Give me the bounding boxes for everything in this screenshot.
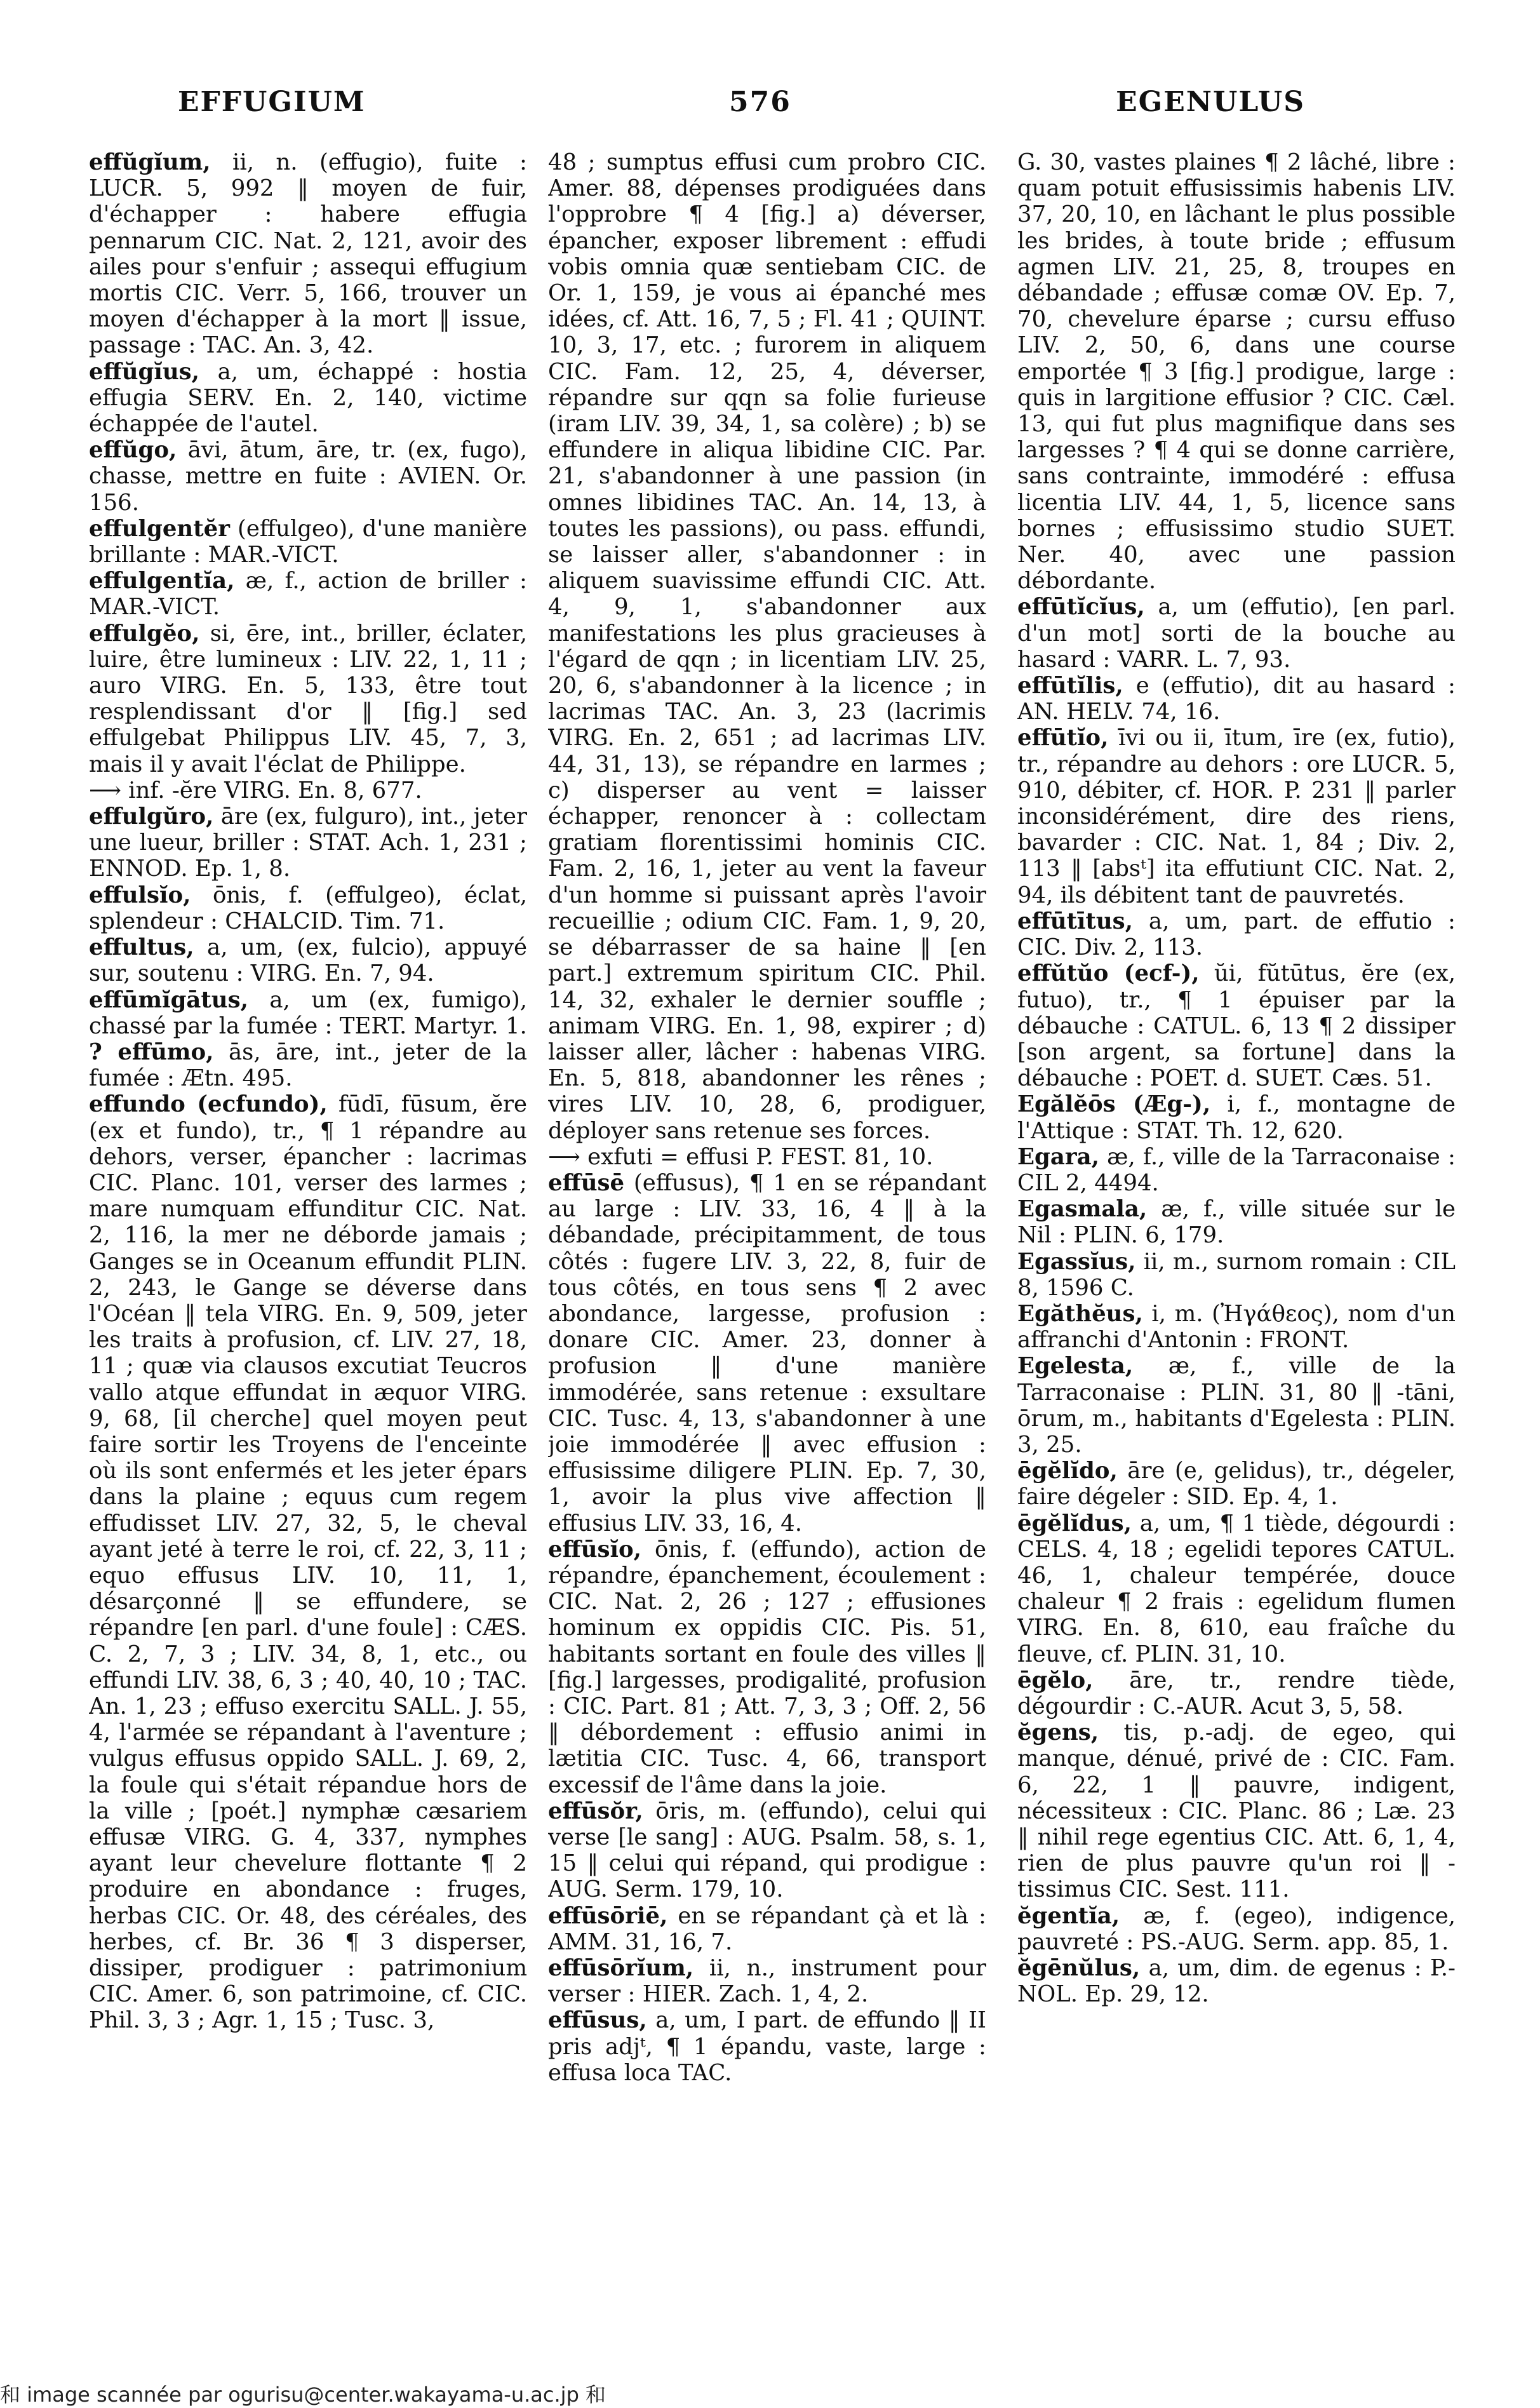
column-2: [548, 149, 986, 2309]
dictionary-entry: [89, 1039, 527, 1091]
entry-definition: æ, f., action de briller : MAR.-VICT.: [89, 568, 527, 621]
entry-definition: a, um, dim. de egenus : P.-NOL. Ep. 29, 12.: [1017, 1955, 1456, 2008]
entry-headword: ĕgens,: [1017, 1719, 1099, 1746]
entry-definition: ⟶ exfuti = effusi P. FEST. 81, 10.: [548, 1143, 934, 1170]
dictionary-entry: [1017, 960, 1456, 1091]
dictionary-entry: [1017, 1458, 1456, 1510]
entry-headword: effulgentĭa,: [89, 568, 235, 595]
dictionary-entry: [1017, 725, 1456, 908]
entry-definition: āvi, ātum, āre, tr. (ex, fugo), chasse, mettre en fuite : AVIEN. Or. 156.: [89, 437, 527, 516]
entry-headword: effulgŭro,: [89, 804, 214, 830]
entry-headword: effūsŏr,: [548, 1798, 643, 1824]
entry-headword: effūtĭcĭus,: [1017, 594, 1145, 621]
entry-headword: ēgĕlĭdus,: [1017, 1510, 1132, 1537]
entry-definition: āre (ex, fulguro), int., jeter une lueur, briller : STAT. Ach. 1, 231 ; ENNOD. Ep. 1, 8.: [89, 804, 527, 882]
entry-headword: ĕgentĭa,: [1017, 1902, 1120, 1929]
entry-definition: a, um, (ex, fulcio), appuyé sur, soutenu : VIRG. En. 7, 94.: [89, 934, 527, 987]
entry-headword: Egelesta,: [1017, 1353, 1134, 1380]
dictionary-entry: [89, 934, 527, 986]
dictionary-entry: [89, 568, 527, 620]
column-3: [1017, 149, 1456, 2309]
entry-definition: e (effutio), dit au hasard : AN. HELV. 74, 16.: [1017, 673, 1456, 725]
entry-definition: a, um, échappé : hostia effugia SERV. En. 2, 140, victime échappée de l'autel.: [89, 358, 527, 438]
dictionary-entry: [89, 437, 527, 516]
page-number: 576: [729, 86, 791, 118]
entry-definition: ⟶ inf. -ĕre VIRG. En. 8, 677.: [89, 777, 422, 804]
dictionary-entry: [1017, 594, 1456, 673]
dictionary-entry: [89, 1091, 527, 2033]
entry-headword: effulgentĕr: [89, 515, 230, 542]
dictionary-entry: [1017, 1667, 1456, 1719]
entry-headword: effūsōriē,: [548, 1902, 668, 1929]
entry-definition: i, f., montagne de l'Attique : STAT. Th. 12, 620.: [1017, 1091, 1456, 1144]
entry-headword: effŭgĭus,: [89, 358, 199, 385]
dictionary-entry: [89, 516, 527, 568]
entry-definition: si, ēre, int., briller, éclater, luire, être lumineux : LIV. 22, 1, 11 ; auro VIRG. En. 5, 133, être tout resplendissant d'or ‖ [fig.] sed effulgebat Philippus LIV. 45, 7, 3, mais il y avait l'éclat de Philippe.: [89, 620, 527, 777]
entry-definition: fūdī, fūsum, ĕre (ex et fundo), tr., ¶ 1 répandre au dehors, verser, épancher : lacrimas CIC. Planc. 101, verser des larmes ; mare numquam effunditur CIC. Nat. 2, 116, la mer ne déborde jamais ; Ganges se in Oceanum effundit PLIN. 2, 243, le Gange se déverse dans l'Océan ‖ tela VIRG. En. 9, 509, jeter les traits à profusion, cf. LIV. 27, 18, 11 ; quæ via clausos excutiat Teucros vallo atque effundat in æquor VIRG. 9, 68, [il cherche] quel moyen peut faire sortir les Troyens de l'enceinte où ils sont enfermés et les jeter épars dans la plaine ; equus cum regem effudisset LIV. 27, 32, 5, le cheval ayant jeté à terre le roi, cf. 22, 3, 11 ; equo effusus LIV. 10, 11, 1, désarçonné ‖ se effundere, se répandre [en parl. d'une foule] : CÆS. C. 2, 7, 3 ; LIV. 34, 8, 1, etc., ou effundi LIV. 38, 6, 3 ; 40, 40, 10 ; TAC. An. 1, 23 ; effuso exercitu SALL. J. 55, 4, l'armée se répandant à l'aventure ; vulgus effusus oppido SALL. J. 69, 2, la foule qui s'était répandue hors de la ville ; [poét.] nymphæ cæsariem effusæ VIRG. G. 4, 337, nymphes ayant leur chevelure flottante ¶ 2 produire en abondance : fruges, herbas CIC. Or. 48, des céréales, des herbes, cf. Br. 36 ¶ 3 disperser, dissiper, prodiguer : patrimonium CIC. Amer. 6, son patrimoine, cf. CIC. Phil. 3, 3 ; Agr. 1, 15 ; Tusc. 3,: [89, 1091, 527, 2034]
entry-definition: i, m. (Ἠγάθεος), nom d'un affranchi d'Antonin : FRONT.: [1017, 1300, 1456, 1354]
running-head-left: EFFUGIUM: [178, 86, 366, 118]
dictionary-entry: [1017, 673, 1456, 725]
entry-definition: ŭi, fŭtūtus, ĕre (ex, futuo), tr., ¶ 1 épuiser par la débauche : CATUL. 6, 13 ¶ 2 dissiper [son argent, sa fortune] dans la débauche : POET. d. SUET. Cæs. 51.: [1017, 960, 1456, 1092]
entry-definition: a, um, part. de effutio : CIC. Div. 2, 113.: [1017, 908, 1456, 961]
entry-headword: effūsē: [548, 1169, 625, 1196]
entry-definition: a, um (ex, fumigo), chassé par la fumée : TERT. Martyr. 1.: [89, 986, 527, 1039]
entry-definition: a, um (effutio), [en parl. d'un mot] sorti de la bouche au hasard : VARR. L. 7, 93.: [1017, 594, 1456, 673]
entry-definition: ii, n. (effugio), fuite : LUCR. 5, 992 ‖ moyen de fuir, d'échapper : habere effugia pennarum CIC. Nat. 2, 121, avoir des ailes pour s'enfuir ; assequi effugium mortis CIC. Verr. 5, 166, trouver un moyen d'échapper à la mort ‖ issue, passage : TAC. An. 3, 42.: [89, 149, 527, 359]
entry-headword: effŭtŭo (ecf-),: [1017, 960, 1200, 987]
entry-definition: (effulgeo), d'une manière brillante : MAR.-VICT.: [89, 515, 527, 568]
column-1: [89, 149, 527, 2309]
entry-headword: effūtĭlis,: [1017, 673, 1123, 699]
dictionary-entry: [548, 1903, 986, 1955]
entry-definition: ōnis, f. (effundo), action de répandre, épanchement, écoulement : CIC. Nat. 2, 26 ; 127 ; effusiones hominum ex oppidis CIC. Pis. 51, habitants sortant en foule des villes ‖ [fig.] largesses, prodigalité, profusion : CIC. Part. 81 ; Att. 7, 3, 3 ; Off. 2, 56 ‖ débordement : effusio animi in lætitia CIC. Tusc. 4, 66, transport excessif de l'âme dans la joie.: [548, 1536, 986, 1798]
dictionary-entry: [89, 777, 527, 804]
entry-definition: (effusus), ¶ 1 en se répandant au large : LIV. 33, 16, 4 ‖ à la débandade, précipitamment, de tous côtés : fugere LIV. 3, 22, 8, fuir de tous côtés, en tous sens ¶ 2 avec abondance, largesse, profusion : donare CIC. Amer. 23, donner à profusion ‖ d'une manière immodérée, sans retenue : exsultare CIC. Tusc. 4, 13, s'abandonner à une joie immodérée ‖ avec effusion : effusissime diligere PLIN. Ep. 7, 30, 1, avoir la plus vive affection ‖ effusius LIV. 33, 16, 4.: [548, 1169, 986, 1537]
entry-headword: Egasmala,: [1017, 1196, 1148, 1223]
entry-definition: G. 30, vastes plaines ¶ 2 lâché, libre : quam potuit effusissimis habenis LIV. 37, 20, 10, en lâchant le plus possible les brides, à toute bride ; effusum agmen LIV. 21, 25, 8, troupes en débandade ; effusæ comæ OV. Ep. 7, 70, chevelure éparse ; cursu effuso LIV. 2, 50, 6, dans une course emportée ¶ 3 [fig.] prodigue, large : quis in largitione effusior ? CIC. Cæl. 13, qui fut plus magnifique dans ses largesses ? ¶ 4 qui se donne carrière, sans contrainte, immodéré : effusa licentia LIV. 44, 1, 5, licence sans bornes ; effusissimo studio SUET. Ner. 40, avec une passion débordante.: [1017, 149, 1456, 595]
dictionary-entry: [548, 1537, 986, 1798]
dictionary-entry: [548, 1144, 986, 1170]
entry-definition: a, um, I part. de effundo ‖ II pris adjᵗ, ¶ 1 épandu, vaste, large : effusa loca TAC.: [548, 2007, 986, 2086]
entry-definition: æ, f., ville de la Tarraconaise : CIL 2, 4494.: [1017, 1143, 1456, 1196]
dictionary-entry: [1017, 1196, 1456, 1248]
entry-headword: ĕgēnŭlus,: [1017, 1955, 1141, 1982]
entry-definition: āre, tr., rendre tiède, dégourdir : C.-AUR. Acut 3, 5, 58.: [1017, 1667, 1456, 1719]
entry-headword: effūsus,: [548, 2007, 647, 2034]
entry-definition: a, um, ¶ 1 tiède, dégourdi : CELS. 4, 18 ; egelidi tepores CATUL. 46, 1, chaleur tempérée, douce chaleur ¶ 2 frais : egelidum flumen VIRG. En. 8, 610, eau fraîche du fleuve, cf. PLIN. 31, 10.: [1017, 1510, 1456, 1667]
entry-definition: æ, f. (egeo), indigence, pauvreté : PS.-AUG. Serm. app. 85, 1.: [1017, 1902, 1456, 1955]
entry-definition: īvi ou ii, ītum, īre (ex, futio), tr., répandre au dehors : ore LUCR. 5, 910, débiter, cf. HOR. P. 231 ‖ parler inconsidérément, dire des riens, bavarder : CIC. Nat. 1, 84 ; Div. 2, 113 ‖ [absᵗ] ita effutiunt CIC. Nat. 2, 94, ils débitent tant de pauvretés.: [1017, 725, 1456, 908]
dictionary-entry: [1017, 908, 1456, 960]
page-header: [0, 0, 1540, 127]
entry-definition: æ, f., ville située sur le Nil : PLIN. 6, 179.: [1017, 1196, 1456, 1249]
entry-headword: effultus,: [89, 934, 194, 961]
entry-definition: ii, n., instrument pour verser : HIER. Zach. 1, 4, 2.: [548, 1955, 986, 2008]
dictionary-entry: [89, 359, 527, 438]
scan-credit-footer: 和 image scannée par ogurisu@center.wakayama-u.ac.jp 和: [0, 2383, 606, 2407]
dictionary-entry: [548, 2007, 986, 2086]
running-head-right: EGENULUS: [1116, 86, 1305, 118]
entry-headword: ēgĕlo,: [1017, 1667, 1094, 1693]
dictionary-entry: [89, 149, 527, 359]
entry-definition: ōris, m. (effundo), celui qui verse [le sang] : AUG. Psalm. 58, s. 1, 15 ‖ celui qui répand, qui prodigue : AUG. Serm. 179, 10.: [548, 1798, 986, 1903]
entry-headword: ? effūmo,: [89, 1039, 214, 1065]
dictionary-entry: [548, 149, 986, 1144]
dictionary-entry: [89, 804, 527, 882]
entry-headword: effŭgĭum,: [89, 149, 211, 175]
entry-headword: Egălĕōs (Æg-),: [1017, 1091, 1211, 1118]
dictionary-entry: [1017, 1301, 1456, 1353]
entry-headword: effūmĭgātus,: [89, 986, 248, 1013]
entry-definition: ii, m., surnom romain : CIL 8, 1596 C.: [1017, 1248, 1456, 1301]
dictionary-entry: [1017, 1353, 1456, 1458]
dictionary-entry: [548, 1955, 986, 2007]
dictionary-entry: [1017, 1719, 1456, 1902]
entry-headword: Egara,: [1017, 1143, 1099, 1170]
entry-definition: 48 ; sumptus effusi cum probro CIC. Amer. 88, dépenses prodiguées dans l'opprobre ¶ 4 [fig.] a) déverser, épancher, exposer librement : effudi vobis omnia quæ sentiebam CIC. de Or. 1, 159, je vous ai épanché mes idées, cf. Att. 16, 7, 5 ; Fl. 41 ; QUINT. 10, 3, 17, etc. ; furorem in aliquem CIC. Fam. 12, 25, 4, déverser, répandre sur qqn sa folie furieuse (iram LIV. 39, 34, 1, sa colère) ; b) se effundere in aliqua libidine CIC. Par. 21, s'abandonner à une passion (in omnes libidines TAC. An. 14, 13, à toutes les passions), ou pass. effundi, se laisser aller, s'abandonner : in aliquem suavissime effundi CIC. Att. 4, 9, 1, s'abandonner aux manifestations les plus gracieuses à l'égard de qqn ; in licentiam LIV. 25, 20, 6, s'abandonner à la licence ; in lacrimas TAC. An. 3, 23 (lacrimis VIRG. En. 2, 651 ; ad lacrimas LIV. 44, 31, 13), se répandre en larmes ; c) disperser au vent = laisser échapper, renoncer à : collectam gratiam florentissimi hominis CIC. Fam. 2, 16, 1, jeter au vent la faveur d'un homme si puissant après l'avoir recueillie ; odium CIC. Fam. 1, 9, 20, se débarrasser de sa haine ‖ [en part.] extremum spiritum CIC. Phil. 14, 32, exhaler le dernier souffle ; animam VIRG. En. 1, 98, expirer ; d) laisser aller, lâcher : habenas VIRG. En. 5, 818, abandonner les rênes ; vires LIV. 10, 28, 6, prodiguer, déployer sans retenue ses forces.: [548, 149, 986, 1144]
dictionary-entry: [1017, 1903, 1456, 1955]
dictionary-entry: [1017, 1955, 1456, 2007]
entry-definition: æ, f., ville de la Tarraconaise : PLIN. 31, 80 ‖ -tāni, ōrum, m., habitants d'Egelesta : PLIN. 3, 25.: [1017, 1353, 1456, 1458]
entry-definition: āre (e, gelidus), tr., dégeler, faire dégeler : SID. Ep. 4, 1.: [1017, 1458, 1456, 1510]
dictionary-entry: [1017, 1510, 1456, 1667]
entry-headword: effundo (ecfundo),: [89, 1091, 328, 1118]
entry-definition: tis, p.-adj. de egeo, qui manque, dénué, privé de : CIC. Fam. 6, 22, 1 ‖ pauvre, indigent, nécessiteux : CIC. Planc. 86 ; Læ. 23 ‖ nihil rege egentius CIC. Att. 6, 1, 4, rien de plus pauvre qu'un roi ‖ -tissimus CIC. Sest. 111.: [1017, 1719, 1456, 1903]
entry-headword: effūsōrĭum,: [548, 1955, 694, 1982]
entry-headword: ēgĕlĭdo,: [1017, 1458, 1118, 1484]
dictionary-entry: [89, 882, 527, 934]
dictionary-entry: [89, 621, 527, 777]
entry-headword: effūsĭo,: [548, 1536, 642, 1563]
entry-headword: effulgĕo,: [89, 620, 200, 647]
dictionary-entry: [89, 987, 527, 1039]
entry-definition: ōnis, f. (effulgeo), éclat, splendeur : CHALCID. Tim. 71.: [89, 882, 527, 934]
entry-headword: Egăthĕus,: [1017, 1300, 1143, 1327]
dictionary-entry: [548, 1170, 986, 1537]
entry-headword: effulsĭo,: [89, 882, 191, 908]
entry-headword: effūtĭo,: [1017, 725, 1109, 751]
entry-definition: ās, āre, int., jeter de la fumée : Ætn. 495.: [89, 1039, 527, 1092]
dictionary-entry: [548, 1798, 986, 1903]
entry-definition: en se répandant çà et là : AMM. 31, 16, 7.: [548, 1902, 986, 1955]
dictionary-entry: [1017, 149, 1456, 594]
entry-headword: effūtītus,: [1017, 908, 1133, 934]
dictionary-entry: [1017, 1144, 1456, 1196]
dictionary-entry: [1017, 1249, 1456, 1301]
entry-headword: Egassĭus,: [1017, 1248, 1136, 1275]
dictionary-entry: [1017, 1091, 1456, 1143]
entry-headword: effŭgo,: [89, 437, 177, 464]
